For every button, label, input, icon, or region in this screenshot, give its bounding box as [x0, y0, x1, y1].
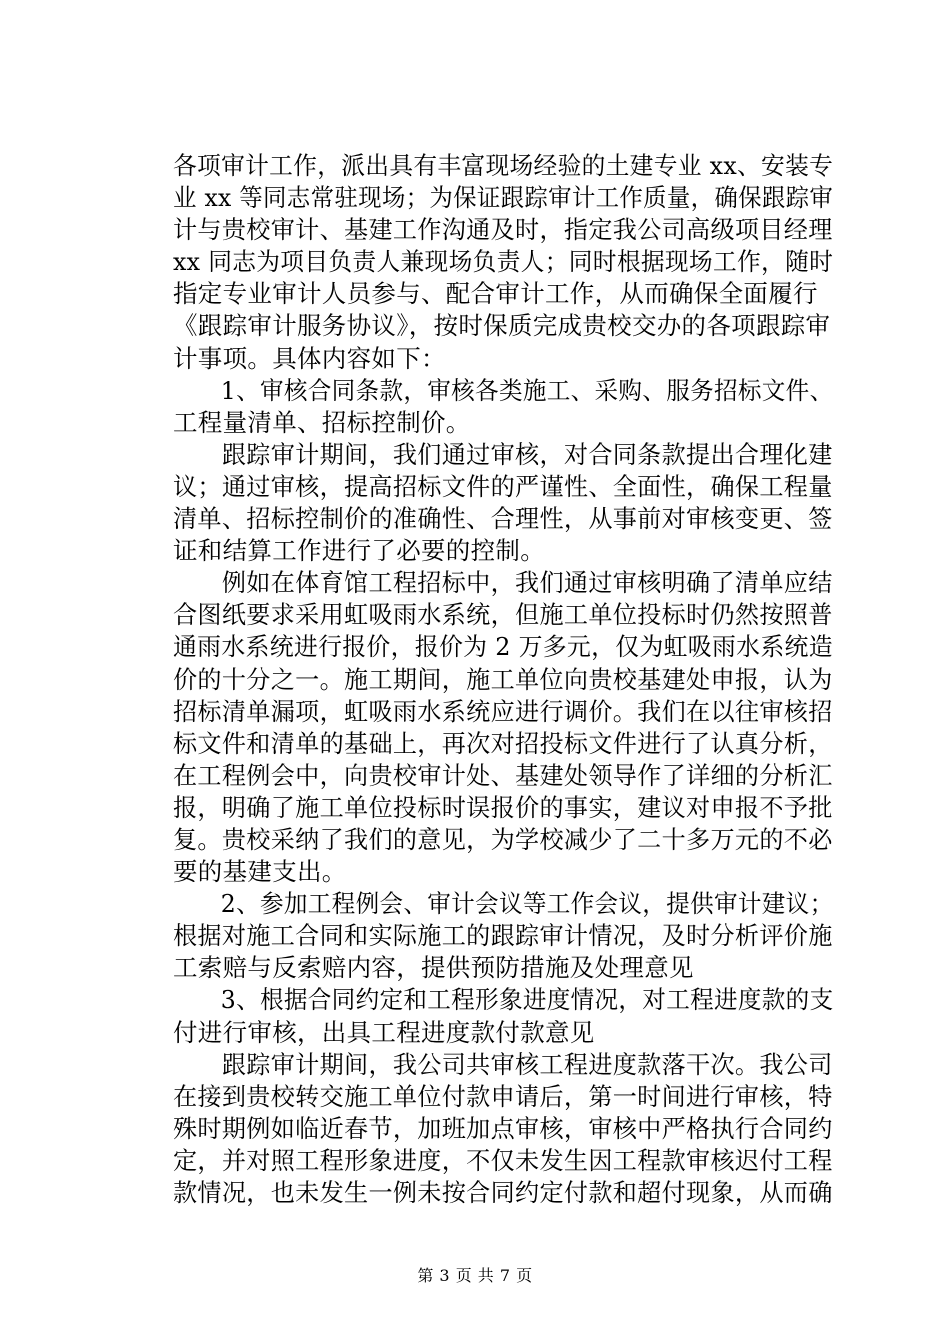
text-line: 在工程例会中，向贵校审计处、基建处领导作了详细的分析汇	[173, 760, 833, 790]
text-line: 例如在体育馆工程招标中，我们通过审核明确了清单应结	[173, 568, 833, 598]
text-line: 业 xx 等同志常驻现场；为保证跟踪审计工作质量，确保跟踪审	[173, 183, 834, 213]
page-footer	[0, 1266, 950, 1286]
text-line: 各项审计工作，派出具有丰富现场经验的土建专业 xx、安装专	[173, 151, 834, 180]
text-line: 指定专业审计人员参与、配合审计工作，从而确保全面履行	[173, 279, 818, 309]
body-paragraph	[173, 150, 833, 1209]
text-line: 定，并对照工程形象进度，不仅未发生因工程款审核迟付工程	[173, 1145, 833, 1175]
text-line: 工索赔与反索赔内容，提供预防措施及处理意见	[173, 953, 694, 983]
text-line: 1、审核合同条款，审核各类施工、采购、服务招标文件、	[173, 375, 834, 405]
text-line: 跟踪审计期间，我们通过审核，对合同条款提出合理化建	[173, 439, 833, 469]
text-line: 2、参加工程例会、审计会议等工作会议，提供审计建议；	[173, 889, 834, 919]
page-number-label: 第 3 页 共 7 页	[417, 1266, 533, 1285]
text-line: 《跟踪审计服务协议》，按时保质完成贵校交办的各项跟踪审	[173, 311, 831, 341]
text-line: 付进行审核，出具工程进度款付款意见	[173, 1017, 595, 1047]
text-line: 计与贵校审计、基建工作沟通及时，指定我公司高级项目经理	[173, 215, 833, 245]
text-line: 招标清单漏项，虹吸雨水系统应进行调价。我们在以往审核招	[173, 696, 833, 726]
text-line: 证和结算工作进行了必要的控制。	[173, 536, 545, 566]
text-line: 报，明确了施工单位投标时误报价的事实，建议对申报不予批	[173, 792, 833, 822]
text-line: 工程量清单、招标控制价。	[173, 407, 471, 437]
document-body	[173, 150, 833, 1209]
text-line: 3、根据合同约定和工程形象进度情况，对工程进度款的支	[173, 985, 834, 1015]
text-line: 款情况，也未发生一例未按合同约定付款和超付现象，从而确	[173, 1178, 833, 1207]
text-line: 标文件和清单的基础上，再次对招投标文件进行了认真分析，	[173, 728, 833, 758]
text-line: xx 同志为项目负责人兼现场负责人；同时根据现场工作，随时	[173, 247, 834, 277]
text-line: 计事项。具体内容如下：	[173, 343, 446, 373]
text-line: 合图纸要求采用虹吸雨水系统，但施工单位投标时仍然按照普	[173, 600, 833, 630]
text-line: 殊时期例如临近春节，加班加点审核，审核中严格执行合同约	[173, 1113, 833, 1143]
text-line: 议；通过审核，提高招标文件的严谨性、全面性，确保工程量	[173, 471, 833, 501]
text-line: 在接到贵校转交施工单位付款申请后，第一时间进行审核，特	[173, 1081, 833, 1111]
text-line: 清单、招标控制价的准确性、合理性，从事前对审核变更、签	[173, 504, 833, 534]
text-line: 价的十分之一。施工期间，施工单位向贵校基建处申报，认为	[173, 664, 833, 694]
text-line: 通雨水系统进行报价，报价为 2 万多元，仅为虹吸雨水系统造	[173, 632, 833, 662]
text-line: 复。贵校采纳了我们的意见，为学校减少了二十多万元的不必	[173, 824, 833, 854]
text-line: 根据对施工合同和实际施工的跟踪审计情况，及时分析评价施	[173, 921, 833, 951]
text-line: 跟踪审计期间，我公司共审核工程进度款落干次。我公司	[173, 1049, 833, 1079]
text-line: 要的基建支出。	[173, 857, 347, 887]
